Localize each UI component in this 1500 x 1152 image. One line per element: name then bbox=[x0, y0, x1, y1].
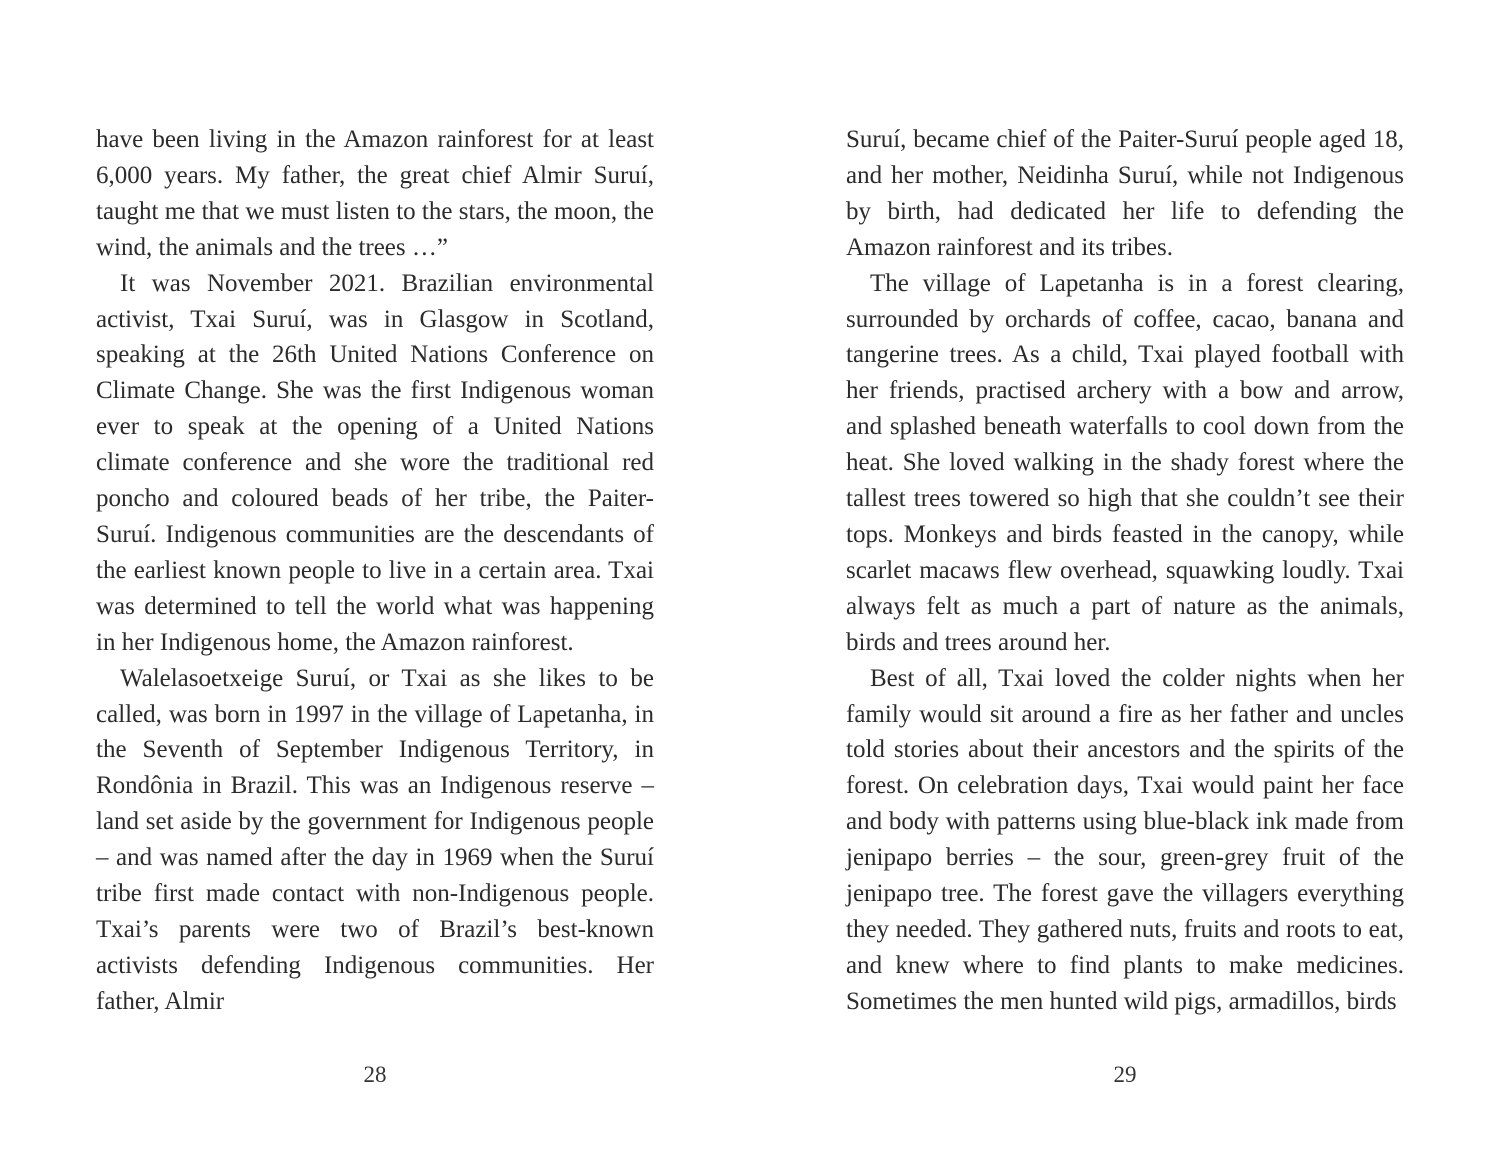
right-page-body bbox=[846, 122, 1404, 1020]
right-page bbox=[750, 0, 1500, 1152]
paragraph: The village of Lapetanha is in a forest clearing, surrounded by orchards of coffee, cacao, banana and tangerine trees. As a child, Txai played football with her friends, practised archery with a bow and arrow, and splashed beneath waterfalls to cool down from the heat. She loved walking in the shady forest where the tallest trees towered so high that she couldn’t see their tops. Monkeys and birds feasted in the canopy, while scarlet macaws flew overhead, squawking loudly. Txai always felt as much a part of nature as the animals, birds and trees around her. bbox=[846, 269, 1404, 656]
paragraph: have been living in the Amazon rainforest for at least 6,000 years. My father, the great chief Almir Suruí, taught me that we must listen to the stars, the moon, the wind, the animals and the trees …” bbox=[96, 126, 654, 261]
page-number: 28 bbox=[363, 1062, 387, 1087]
paragraph: Walelasoetxeige Suruí, or Txai as she likes to be called, was born in 1997 in the village of Lapetanha, in the Seventh of September Indigenous Territory, in Rondônia in Brazil. This was an Indigenous reserve – land set aside by the government for Indigenous people – and was named after the day in 1969 when the Suruí tribe first made contact with non-Indigenous people. Txai’s parents were two of Brazil’s best-known activists defending Indigenous communities. Her father, Almir bbox=[96, 664, 654, 1015]
page-number: 29 bbox=[1113, 1062, 1137, 1087]
paragraph: Suruí, became chief of the Paiter-Suruí people aged 18, and her mother, Neidinha Suruí, while not Indigenous by birth, had dedicated her life to defending the Amazon rainforest and its tribes. bbox=[846, 126, 1404, 261]
left-page-body bbox=[96, 122, 654, 1020]
paragraph: Best of all, Txai loved the colder nights when her family would sit around a fire as her father and uncles told stories about their ancestors and the spirits of the forest. On celebration days, Txai would paint her face and body with patterns using blue-black ink made from jenipapo berries – the sour, green-grey fruit of the jenipapo tree. The forest gave the villagers everything they needed. They gathered nuts, fruits and roots to eat, and knew where to find plants to make medicines. Sometimes the men hunted wild pigs, armadillos, birds bbox=[846, 664, 1404, 1015]
paragraph: It was November 2021. Brazilian environmental activist, Txai Suruí, was in Glasgow in Scotland, speaking at the 26th United Nations Conference on Climate Change. She was the first Indigenous woman ever to speak at the opening of a United Nations climate conference and she wore the traditional red poncho and coloured beads of her tribe, the Paiter-Suruí. Indigenous communities are the descendants of the earliest known people to live in a certain area. Txai was determined to tell the world what was happening in her Indigenous home, the Amazon rainforest. bbox=[96, 269, 654, 656]
